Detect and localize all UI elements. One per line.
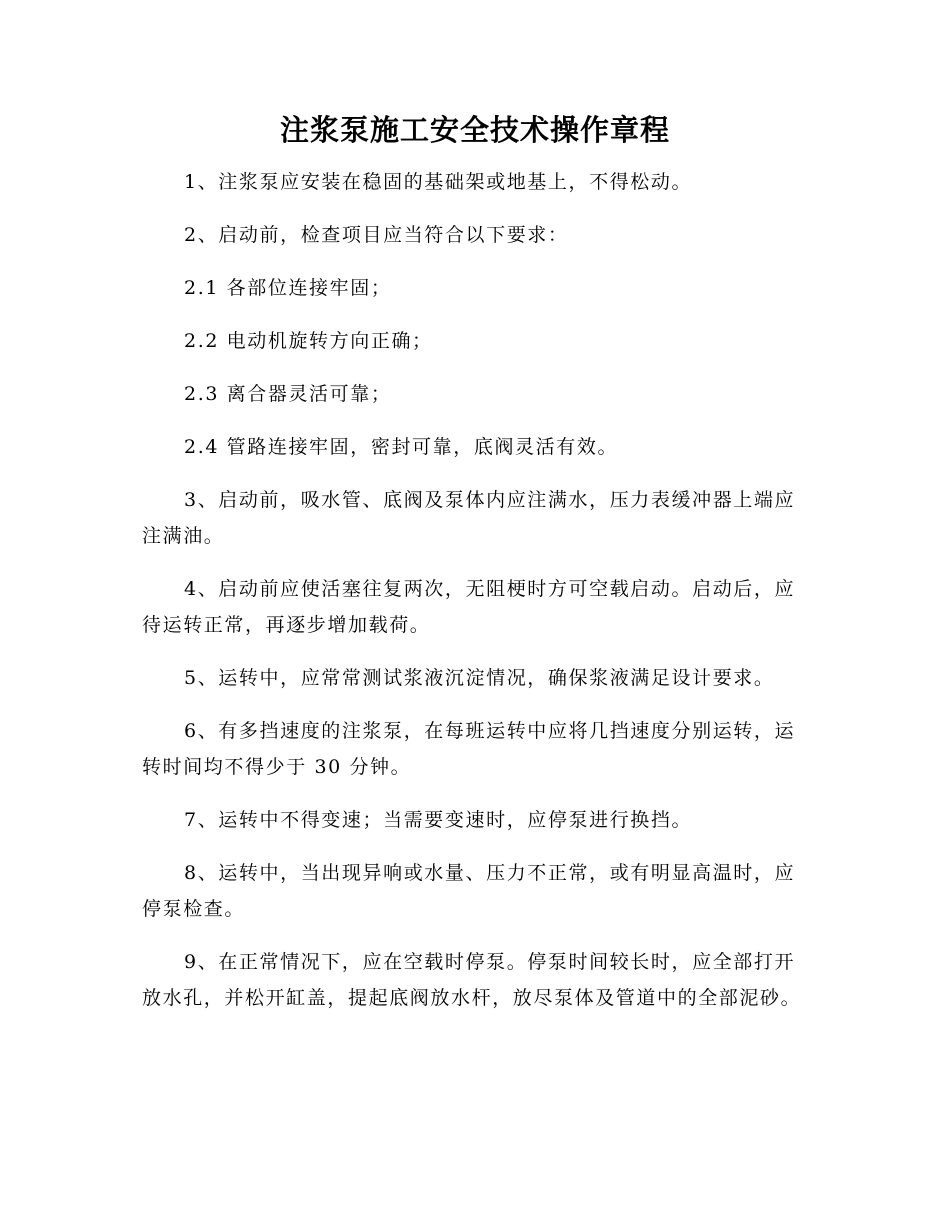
paragraph-5: 5、运转中，应常常测试浆液沉淀情况，确保浆液满足设计要求。 <box>184 667 775 689</box>
paragraph-2: 2、启动前，检查项目应当符合以下要求： <box>184 224 569 246</box>
document-body <box>142 164 814 1033</box>
document-title: 注浆泵施工安全技术操作章程 <box>279 113 670 147</box>
paragraph-2-2: 2.2 电动机旋转方向正确； <box>184 330 433 352</box>
paragraph-2-3: 2.3 离合器灵活可靠； <box>184 383 392 405</box>
paragraph-2-1: 2.1 各部位连接牢固； <box>184 277 392 299</box>
paragraph-2-4: 2.4 管路连接牢固，密封可靠，底阀灵活有效。 <box>184 436 619 458</box>
paragraph-8: 8、运转中，当出现异响或水量、压力不正常，或有明显高温时，应停泵检查。 <box>142 862 796 920</box>
paragraph-7: 7、运转中不得变速；当需要变速时，应停泵进行换挡。 <box>184 809 693 831</box>
paragraph-1: 1、注浆泵应安装在稳固的基础架或地基上，不得松动。 <box>184 171 693 193</box>
paragraph-9: 9、在正常情况下，应在空载时停泵。停泵时间较长时，应全部打开放水孔，并松开缸盖，提起底阀放水杆，放尽泵体及管道中的全部泥砂。 <box>142 951 802 1009</box>
paragraph-3: 3、启动前，吸水管、底阀及泵体内应注满水，压力表缓冲器上端应注满油。 <box>142 489 796 547</box>
paragraph-4: 4、启动前应使活塞往复两次，无阻梗时方可空载启动。启动后，应待运转正常，再逐步增加载荷。 <box>142 578 796 636</box>
paragraph-6: 6、有多挡速度的注浆泵，在每班运转中应将几挡速度分别运转，运转时间均不得少于 30 分钟。 <box>142 720 796 778</box>
